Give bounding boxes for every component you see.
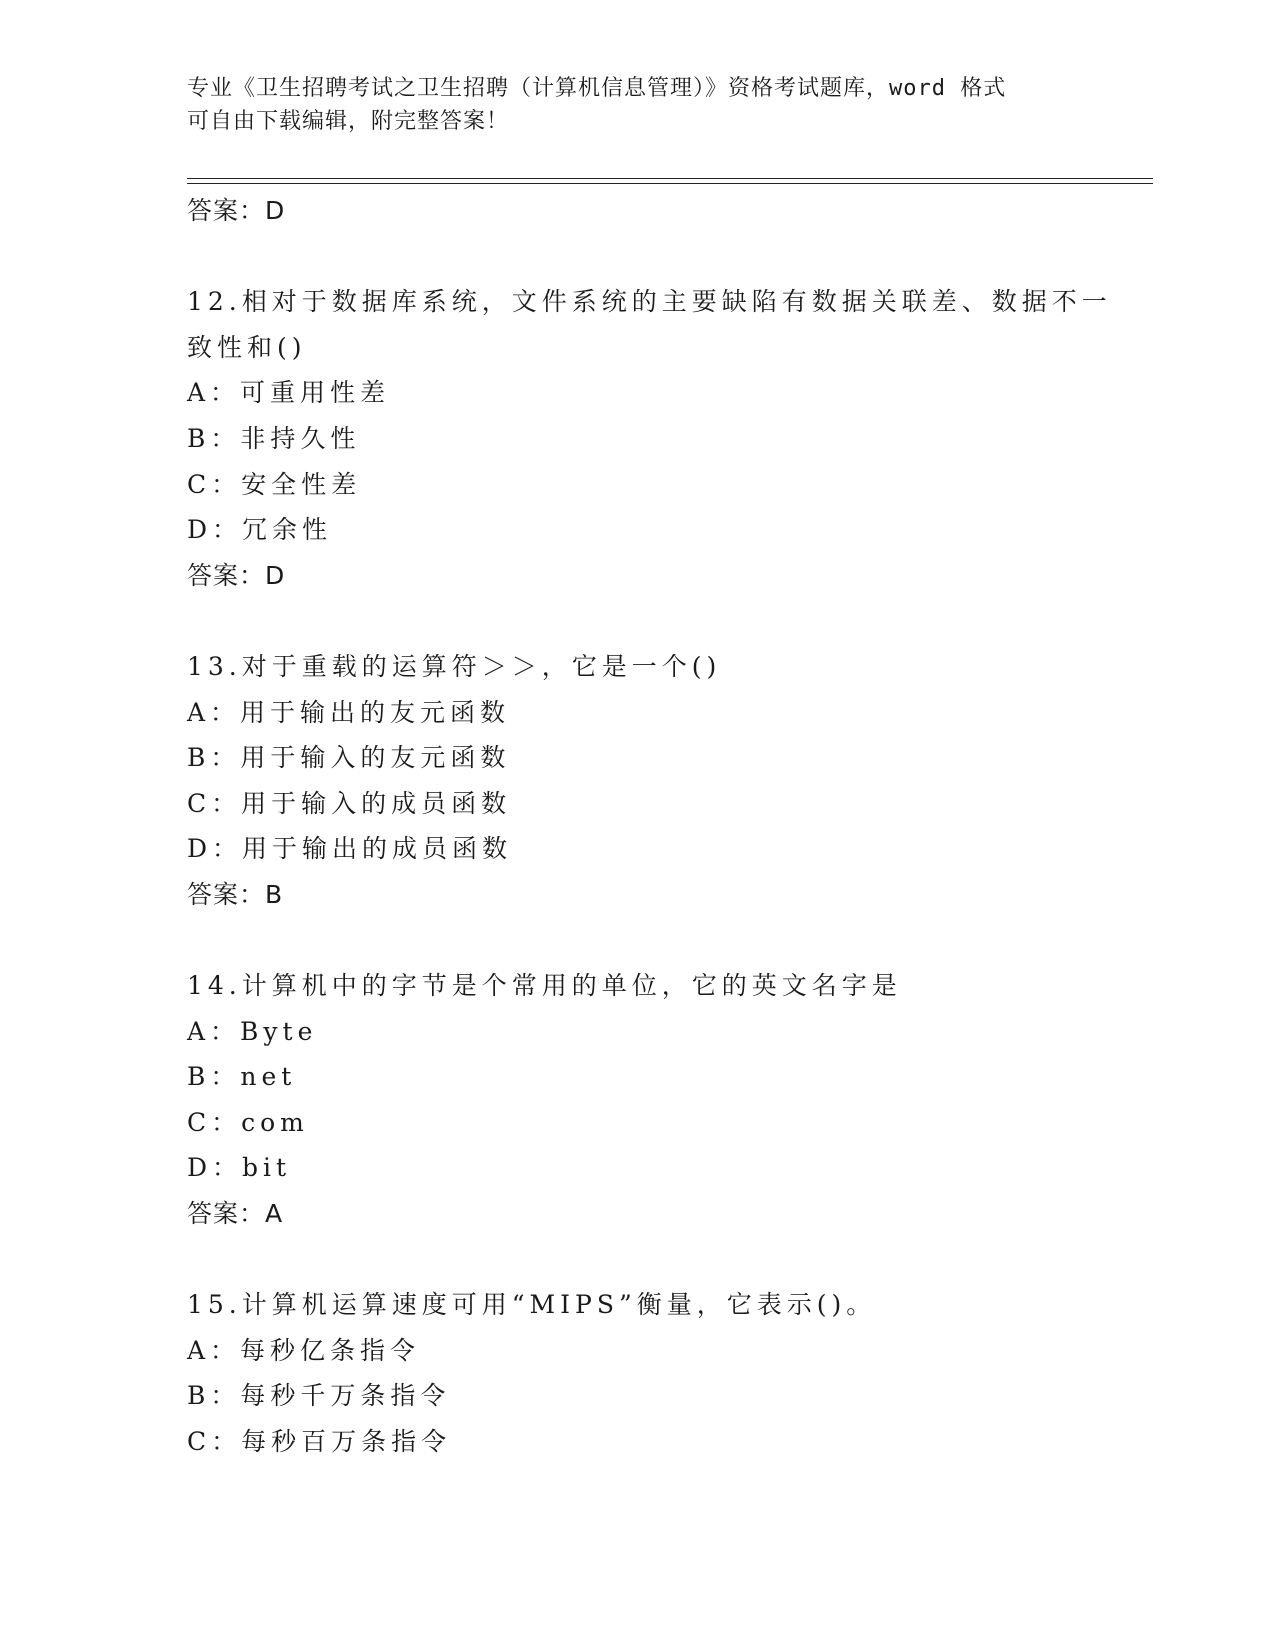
previous-answer: 答案：D — [187, 196, 286, 225]
answer: 答案：B — [187, 879, 284, 909]
option-a: A：Byte — [187, 1016, 318, 1046]
option-c: C：com — [187, 1107, 309, 1137]
question-list — [187, 188, 1147, 1465]
option-b: B：非持久性 — [187, 423, 361, 453]
option-c: C：用于输入的成员函数 — [187, 788, 512, 818]
question-stem: 15.计算机运算速度可用“MIPS”衡量，它表示()。 — [187, 1290, 877, 1320]
header-divider-bottom — [187, 183, 1153, 184]
header-line-1: 专业《卫生招聘考试之卫生招聘（计算机信息管理）》资格考试题库，word 格式 — [187, 76, 1007, 101]
option-a: A：可重用性差 — [187, 378, 391, 408]
question-14 — [187, 963, 1147, 1237]
option-d: D：冗余性 — [187, 515, 333, 545]
question-13 — [187, 644, 1147, 918]
option-b: B：用于输入的友元函数 — [187, 743, 511, 773]
option-d: D：bit — [187, 1153, 292, 1183]
header-line-2: 可自由下载编辑，附完整答案！ — [187, 109, 510, 134]
option-c: C：每秒百万条指令 — [187, 1427, 452, 1457]
option-a: A：用于输出的友元函数 — [187, 697, 511, 727]
option-c: C：安全性差 — [187, 469, 362, 499]
answer: 答案：D — [187, 560, 286, 590]
option-b: B：每秒千万条指令 — [187, 1381, 451, 1411]
question-15 — [187, 1282, 1147, 1464]
answer: 答案：A — [187, 1199, 284, 1229]
option-a: A：每秒亿条指令 — [187, 1335, 421, 1365]
option-d: D：用于输出的成员函数 — [187, 834, 513, 864]
header-divider-top — [187, 178, 1153, 179]
question-12 — [187, 279, 1147, 598]
question-stem: 12.相对于数据库系统，文件系统的主要缺陷有数据关联差、数据不一 — [187, 287, 1112, 317]
question-stem: 致性和() — [187, 332, 307, 362]
question-stem: 14.计算机中的字节是个常用的单位，它的英文名字是 — [187, 971, 902, 1001]
option-b: B：net — [187, 1062, 297, 1092]
document-header — [187, 72, 1087, 138]
question-stem: 13.对于重载的运算符＞＞，它是一个() — [187, 651, 722, 681]
